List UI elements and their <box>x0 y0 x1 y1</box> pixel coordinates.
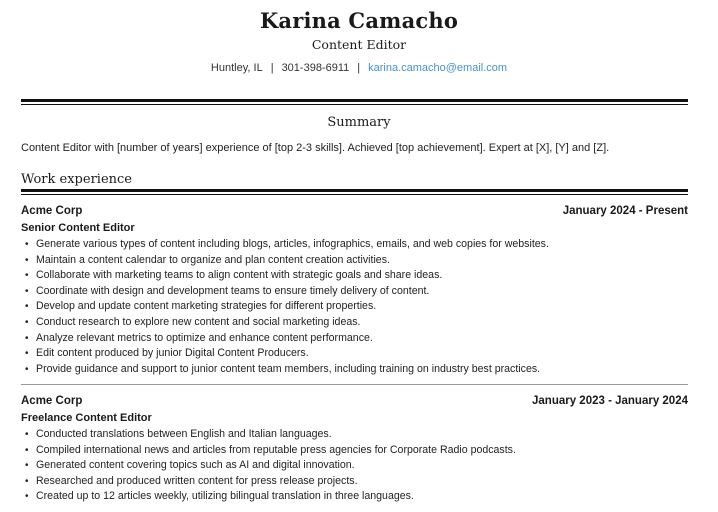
bullet-icon: • <box>25 363 29 375</box>
list-item: • Generated content covering topics such as AI and digital innovation. <box>21 458 701 474</box>
job-divider <box>21 384 688 385</box>
bullet-icon: • <box>25 270 29 282</box>
list-item: • Provide guidance and support to junior content team members, including training on industry best practices. <box>21 362 701 378</box>
summary-text: Content Editor with [number of years] experience of [top 2-3 skills]. Achieved [top achievement]. Expert at [X], [Y] and [Z]. <box>21 142 610 154</box>
job-company: Acme Corp <box>21 205 83 217</box>
list-item: • Collaborate with marketing teams to align content with strategic goals and share ideas. <box>21 268 701 284</box>
summary-heading: Summary <box>327 115 391 130</box>
list-item: • Generate various types of content including blogs, articles, infographics, emails, and web copies for websites. <box>21 237 701 253</box>
list-item: • Conduct research to explore new content and social marketing ideas. <box>21 315 701 331</box>
contact-line <box>0 62 718 74</box>
bullet-icon: • <box>25 316 29 328</box>
bullet-icon: • <box>25 301 29 313</box>
list-item: • Researched and produced written content for press release projects. <box>21 474 701 490</box>
job-bullets <box>21 237 701 377</box>
candidate-title: Content Editor <box>311 37 407 52</box>
job-header <box>21 205 688 217</box>
job-dates: January 2024 - Present <box>562 205 688 217</box>
job-title: Senior Content Editor <box>21 222 135 234</box>
list-item: • Conducted translations between English and Italian languages. <box>21 427 701 443</box>
bullet-icon: • <box>25 429 29 440</box>
list-item: • Coordinate with design and development teams to ensure timely delivery of content. <box>21 284 701 300</box>
job-dates: January 2023 - January 2024 <box>532 395 688 407</box>
email-link[interactable]: karina.camacho@email.com <box>368 62 508 74</box>
candidate-name: Karina Camacho <box>259 8 459 33</box>
location-text: Huntley, IL <box>210 62 263 74</box>
bullet-icon: • <box>25 332 29 344</box>
bullet-icon: • <box>25 285 29 297</box>
work-experience-heading: Work experience <box>21 172 132 187</box>
list-item: • Created up to 12 articles weekly, utilizing bilingual translation in three languages. <box>21 489 701 505</box>
list-item: • Maintain a content calendar to organize and plan content creation activities. <box>21 253 701 269</box>
job-header <box>21 395 688 407</box>
bullet-icon: • <box>25 348 29 360</box>
list-item: • Compiled international news and articles from reputable press agencies for Corporate Radio podcasts. <box>21 443 701 459</box>
list-item: • Analyze relevant metrics to optimize and enhance content performance. <box>21 331 701 347</box>
list-item: • Edit content produced by junior Digital Content Producers. <box>21 346 701 362</box>
job-bullets <box>21 427 701 505</box>
list-item: • Develop and update content marketing strategies for different properties. <box>21 299 701 315</box>
bullet-icon: • <box>25 475 29 487</box>
bullet-icon: • <box>25 491 29 503</box>
contact-separator: | <box>270 62 274 74</box>
bullet-icon: • <box>25 239 29 250</box>
bullet-icon: • <box>25 254 29 266</box>
bullet-icon: • <box>25 460 29 472</box>
contact-separator: | <box>357 62 361 74</box>
section-divider <box>21 189 688 195</box>
bullet-icon: • <box>25 444 29 456</box>
job-title: Freelance Content Editor <box>21 412 152 424</box>
job-company: Acme Corp <box>21 395 83 407</box>
phone-text: 301-398-6911 <box>281 62 350 74</box>
header-divider <box>21 99 688 105</box>
